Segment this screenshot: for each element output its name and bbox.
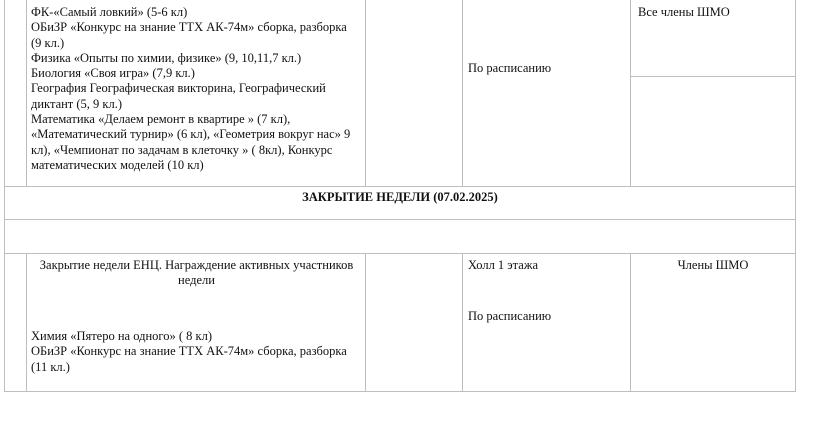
column-divider-2: [365, 0, 366, 186]
event-line: кл), «Чемпионат по задачам в клеточку » ( 8кл), Конкурс: [31, 142, 333, 157]
column-divider-1-lower: [26, 253, 27, 392]
extra-event-line: Химия «Пятеро на одного» ( 8 кл): [31, 329, 212, 343]
column-divider-2-lower: [365, 253, 366, 392]
closing-responsible: Члены ШМО: [677, 258, 749, 272]
week-events-time: По расписанию: [468, 61, 552, 75]
row-divider-3: [4, 253, 796, 254]
event-line: «Математический турнир» (6 кл), «Геометрия вокруг нас» 9: [31, 127, 351, 142]
responsible-split-line: [630, 76, 796, 77]
event-line: Математика «Делаем ремонт в квартире » (7 кл),: [31, 112, 291, 127]
extra-event-line: ОБиЗР «Конкурс на знание ТТХ АК-74м» сборка, разборка: [31, 344, 347, 359]
event-line: География Географическая викторина, Географический: [31, 81, 326, 96]
row-divider-4: [4, 391, 796, 392]
row-divider-2: [4, 219, 796, 220]
week-events-responsible: Все члены ШМО: [638, 5, 730, 19]
closing-time: По расписанию: [468, 309, 552, 323]
column-divider-1: [26, 0, 27, 186]
column-divider-4-lower: [630, 253, 631, 392]
closing-place: Холл 1 этажа: [468, 258, 539, 272]
closing-event-line: Закрытие недели ЕНЦ. Награждение активных участников: [39, 258, 354, 272]
column-divider-3-lower: [462, 253, 463, 392]
event-line: ФК-«Самый ловкий» (5-6 кл): [31, 5, 188, 19]
closing-week-header: ЗАКРЫТИЕ НЕДЕЛИ (07.02.2025): [302, 190, 498, 204]
week-events-cell: [31, 5, 362, 173]
closing-extra-events: [31, 329, 362, 375]
event-line: диктант (5, 9 кл.): [31, 96, 123, 111]
extra-event-line: (11 кл.): [31, 359, 70, 374]
event-line: ОБиЗР «Конкурс на знание ТТХ АК-74м» сборка, разборка: [31, 20, 347, 35]
closing-event-line: недели: [178, 273, 215, 288]
closing-event-cell: [31, 258, 362, 289]
column-divider-4: [630, 0, 631, 186]
event-line: Физика «Опыты по химии, физике» (9, 10,11,7 кл.): [31, 50, 302, 65]
event-line: математических моделей (10 кл): [31, 157, 204, 172]
event-line: Биология «Своя игра» (7,9 кл.): [31, 66, 195, 81]
column-divider-3: [462, 0, 463, 186]
row-divider-1: [4, 186, 796, 187]
event-line: (9 кл.): [31, 35, 65, 50]
